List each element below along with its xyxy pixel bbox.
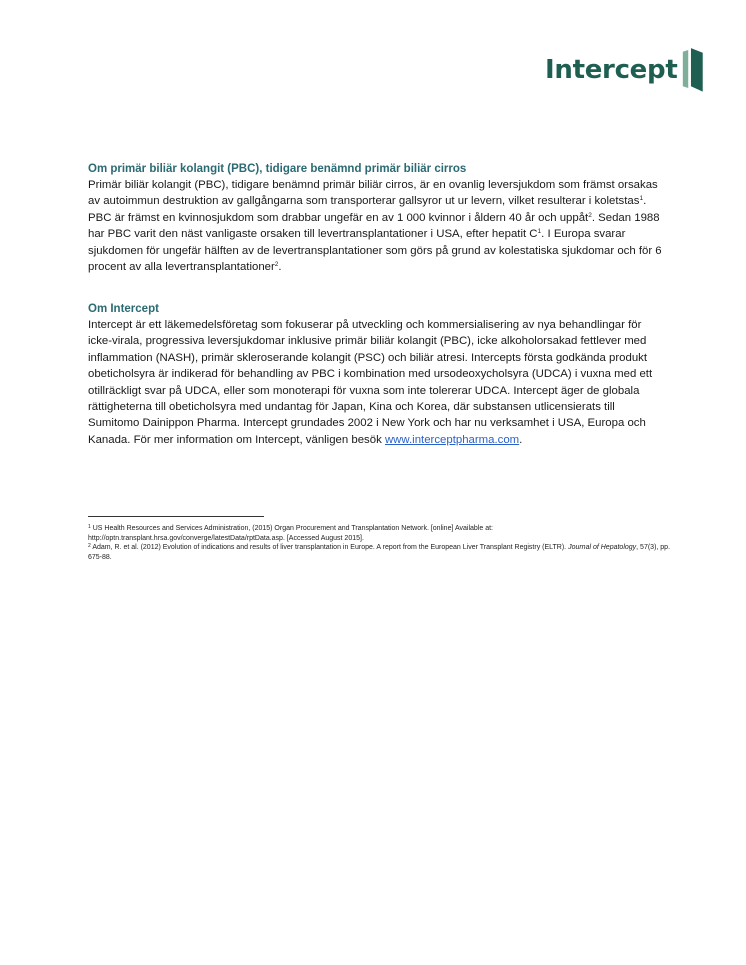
section-pbc-heading: Om primär biliär kolangit (PBC), tidigare benämnd primär biliär cirros: [88, 163, 467, 175]
footnote-ref: 2: [588, 211, 592, 219]
intercept-logo: [545, 44, 705, 96]
footnote-divider: [88, 516, 264, 517]
section-about-heading: Om Intercept: [88, 303, 159, 315]
section-about-body: Intercept är ett läkemedelsföretag som fokuserar på utveckling och kommersialisering av nya behandlingar för icke-virala, progressiva leversjukdomar inklusive primär biliär kolangit (PBC), icke alkoholorsakad fettlever med inflammation (NASH), primär skleroserande kolangit (PSC) och biliär atresi. Intercepts första godkända produkt obeticholsyra är indikerad för behandling av PBC i kombination med ursodeoxycholsyra (UDCA) i vuxna med ett otillräckligt svar på UDCA, eller som monoterapi för vuxna som inte tolererar UDCA. Intercept äger de globala rättigheterna till obeticholsyra med undantag för Japan, Kina och Korea, där substansen utlicensierats till Sumitomo Dainippon Pharma. Intercept grundades 2002 i New York och har nu verksamhet i USA, Europa och Kanada. För mer information om Intercept, vänligen besök www.interceptpharma.com.: [88, 319, 653, 446]
logo-wordmark: Intercept: [545, 55, 678, 85]
section-pbc-body: Primär biliär kolangit (PBC), tidigare benämnd primär biliär cirros, är en ovanlig leversjukdom som främst orsakas av autoimmun destruktion av gallgångarna som transporterar gallsyror ut ur levern, vilket resulterar i koletstas$^1$. PBC är främst en kvinnosjukdom som drabbar ungefär en av 1 000 kvinnor i åldern 40 år och uppåt$^2$. Sedan 1988 har PBC varit den näst vanligaste orsaken till levertransplantationer i USA, efter hepatit $C^1$. I Europa svarar sjukdomen för ungefär hälften av de levertransplantationer som görs på grund av kolestatiska sjukdomar och för 6 procent av alla levertransplantationer$^2$.: [88, 179, 662, 274]
website-link[interactable]: www.interceptpharma.com: [384, 433, 520, 446]
section-pbc: [88, 161, 663, 275]
footnote-ref: 2: [274, 261, 279, 269]
journal-title: Journal of Hepatology: [568, 544, 637, 552]
logo-door-icon: [681, 44, 705, 94]
logo-mark-light: [683, 50, 688, 88]
footnote-ref: 1: [639, 195, 644, 203]
footnote-2: $^2$ Adam, R. et al. (2012) Evolution of indications and results of liver transplantation in Europe. A report from the European Liver Transplant Registry (ELTR). Journal of Hepatology, 57(3), pp. 675-88.: [88, 543, 671, 561]
footnotes: [88, 524, 678, 562]
section-about-intercept: [88, 301, 663, 448]
footnote-1: $^1$ US Health Resources and Services Administration, (2015) Organ Procurement and Transplantation Network. [online] Available at: http://optn.transplant.hrsa.gov/converge/latestData/rptData.asp. [Accessed August 2015].: [88, 524, 493, 542]
logo-mark-dark: [691, 48, 703, 91]
footnote-ref: 1: [537, 228, 542, 236]
